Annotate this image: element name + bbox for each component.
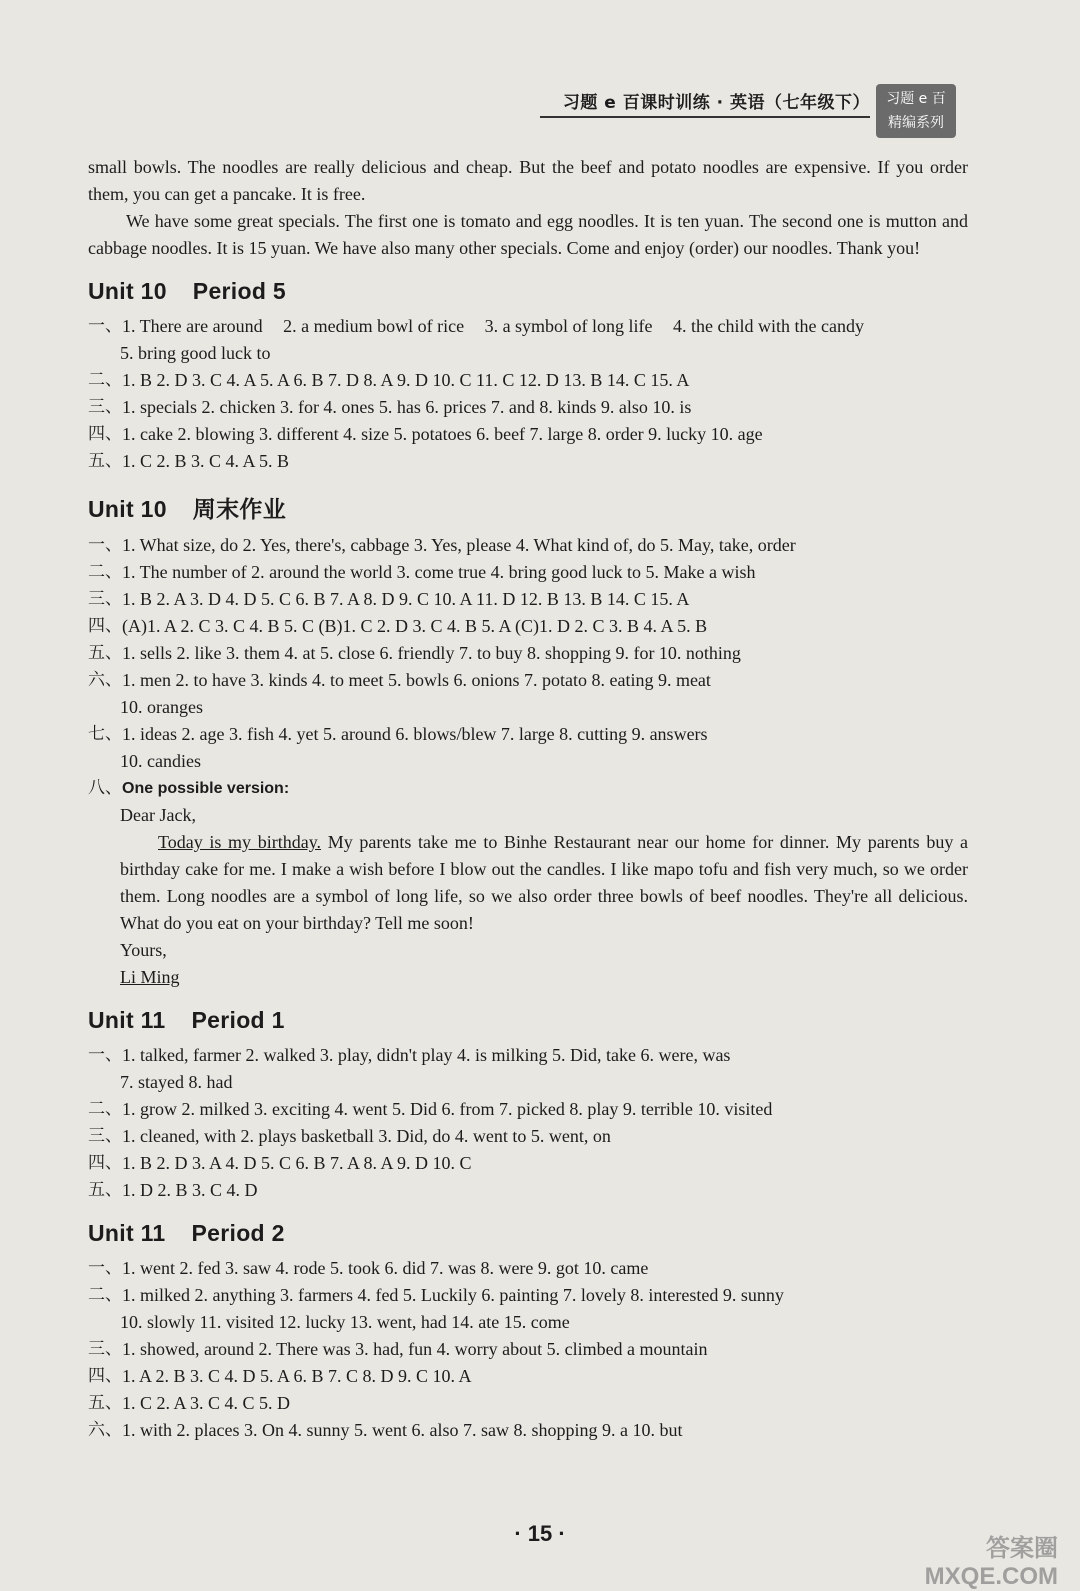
answer-row: 七、 1. ideas 2. age 3. fish 4. yet 5. around 6. blows/blew 7. large 8. cutting 9. answers	[88, 724, 708, 744]
answer-row-continued: 5. bring good luck to	[120, 343, 271, 363]
intro-paragraph-2: We have some great specials. The first one is tomato and egg noodles. It is ten yuan. The second one is mutton and cabbage noodles. It is 15 yuan. We have also many other specials. Come and enjoy (order) our noodles. Thank you!	[88, 211, 968, 258]
answer-row: 五、 1. D 2. B 3. C 4. D	[88, 1180, 258, 1200]
answer-row: 三、 1. specials 2. chicken 3. for 4. ones 5. has 6. prices 7. and 8. kinds 9. also 10. is	[88, 397, 692, 417]
section-title-u11p1: Unit 11 Period 1	[88, 1007, 285, 1033]
badge-line-1: 习题 e 百	[886, 91, 946, 107]
badge-line-2: 精编系列	[888, 115, 944, 131]
answer-row: 四、 1. B 2. D 3. A 4. D 5. C 6. B 7. A 8. A 9. D 10. C	[88, 1153, 472, 1173]
letter-closing: Yours,	[120, 940, 167, 960]
content	[88, 154, 968, 1444]
answer-row-continued: 10. slowly 11. visited 12. lucky 13. went, had 14. ate 15. come	[120, 1312, 570, 1332]
answer-row: 三、 1. cleaned, with 2. plays basketball 3. Did, do 4. went to 5. went, on	[88, 1126, 611, 1146]
answer-row: 四、 1. cake 2. blowing 3. different 4. size 5. potatoes 6. beef 7. large 8. order 9. lucky 10. age	[88, 424, 763, 444]
answer-row: 一、 1. talked, farmer 2. walked 3. play, didn't play 4. is milking 5. Did, take 6. were, was	[88, 1045, 731, 1065]
section-title-u10p5: Unit 10 Period 5	[88, 278, 286, 304]
series-badge	[876, 84, 956, 138]
watermark-logo: 答案圈 MXQE.COM	[924, 1535, 1058, 1590]
page-number: · 15 ·	[514, 1521, 566, 1546]
answer-row: 五、 1. C 2. B 3. C 4. A 5. B	[88, 451, 290, 471]
answer-row-continued: 10. candies	[120, 751, 201, 771]
answer-row: 一、 1. There are around 2. a medium bowl of rice 3. a symbol of long life 4. the child with the candy	[88, 316, 864, 336]
answer-row: 二、 1. B 2. D 3. C 4. A 5. A 6. B 7. D 8. A 9. D 10. C 11. C 12. D 13. B 14. C 15. A	[88, 370, 690, 390]
letter-body: Today is my birthday. My parents take me to Binhe Restaurant near our home for dinner. My parents buy a birthday cake for me. I make a wish before I blow out the candles. I like mapo tofu and fish very much, so we order them. Long noodles are a symbol of long life, so we also order three bowls of beef noodles. They're all delicious. What do you eat on your birthday? Tell me soon!	[120, 832, 968, 933]
intro-paragraph-1: small bowls. The noodles are really delicious and cheap. But the beef and potato noodles are expensive. If you order them, you can get a pancake. It is free.	[88, 157, 968, 204]
letter-signature: Li Ming	[120, 967, 180, 987]
section-title-u11p2: Unit 11 Period 2	[88, 1220, 285, 1246]
answer-row: 一、 1. What size, do 2. Yes, there's, cabbage 3. Yes, please 4. What kind of, do 5. May, take, order	[88, 535, 796, 555]
answer-row: 六、 1. men 2. to have 3. kinds 4. to meet 5. bowls 6. onions 7. potato 8. eating 9. meat	[88, 670, 711, 690]
answer-row: 三、 1. showed, around 2. There was 3. had, fun 4. worry about 5. climbed a mountain	[88, 1339, 708, 1359]
section-title-u10-weekend: Unit 10 周末作业	[88, 496, 286, 522]
answer-row: 三、 1. B 2. A 3. D 4. D 5. C 6. B 7. A 8. D 9. C 10. A 11. D 12. B 13. B 14. C 15. A	[88, 589, 690, 609]
answer-row: 五、 1. C 2. A 3. C 4. C 5. D	[88, 1393, 291, 1413]
answer-row: 一、 1. went 2. fed 3. saw 4. rode 5. took 6. did 7. was 8. were 9. got 10. came	[88, 1258, 649, 1278]
answer-row: 二、 1. milked 2. anything 3. farmers 4. fed 5. Luckily 6. painting 7. lovely 8. interested 9. sunny	[88, 1285, 784, 1305]
answer-row-continued: 7. stayed 8. had	[120, 1072, 233, 1092]
answer-row: 二、 1. The number of 2. around the world 3. come true 4. bring good luck to 5. Make a wish	[88, 562, 756, 582]
answer-row: 八、 One possible version:	[88, 778, 290, 798]
answer-row: 六、 1. with 2. places 3. On 4. sunny 5. went 6. also 7. saw 8. shopping 9. a 10. but	[88, 1420, 683, 1440]
answer-row: 二、 1. grow 2. milked 3. exciting 4. went 5. Did 6. from 7. picked 8. play 9. terrible 10. visited	[88, 1099, 773, 1119]
answer-row-continued: 10. oranges	[120, 697, 203, 717]
answer-row: 四、 1. A 2. B 3. C 4. D 5. A 6. B 7. C 8. D 9. C 10. A	[88, 1366, 472, 1386]
letter-greeting: Dear Jack,	[120, 805, 196, 825]
answer-row: 四、 (A)1. A 2. C 3. C 4. B 5. C (B)1. C 2. D 3. C 4. B 5. A (C)1. D 2. C 3. B 4. A 5. B	[88, 616, 708, 636]
sample-letter	[88, 802, 968, 991]
running-header: 习题 e 百课时训练 · 英语（七年级下）	[540, 88, 870, 118]
answer-row: 五、 1. sells 2. like 3. them 4. at 5. close 6. friendly 7. to buy 8. shopping 9. for 10. nothing	[88, 643, 741, 663]
